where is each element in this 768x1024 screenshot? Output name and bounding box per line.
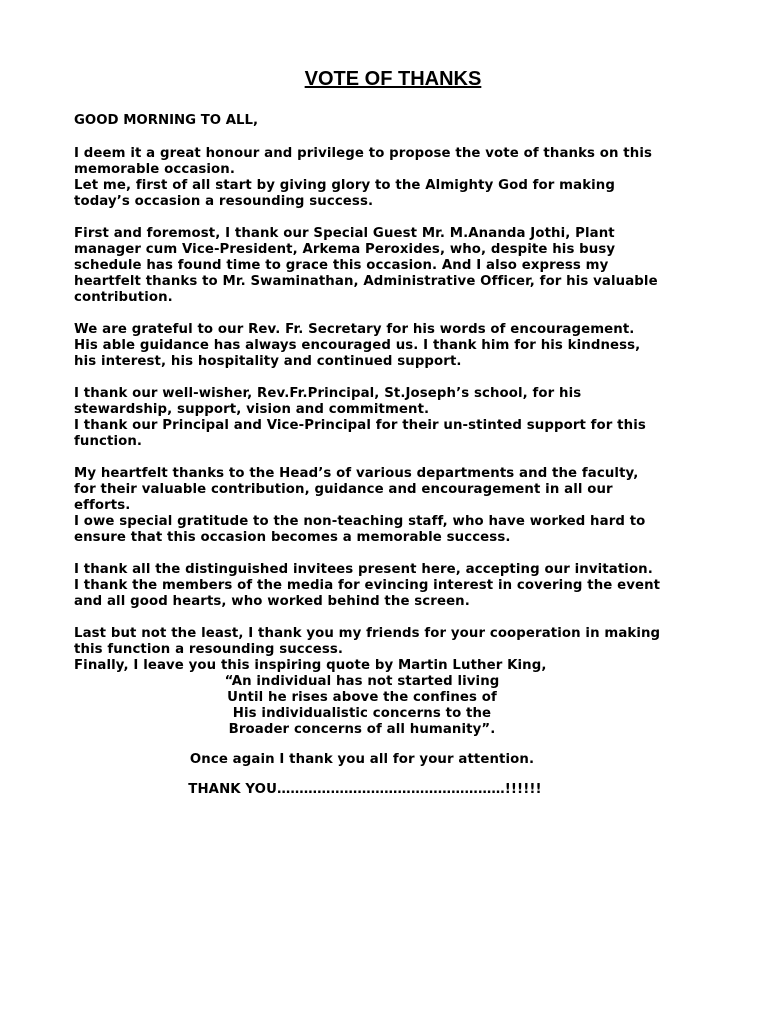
paragraph-line: today’s occasion a resounding success.: [74, 194, 374, 209]
paragraph-line: I thank all the distinguished invitees present here, accepting our invitation.: [74, 562, 653, 577]
paragraph-line: I thank the members of the media for evincing interest in covering the event: [74, 578, 661, 593]
greeting: GOOD MORNING TO ALL,: [74, 113, 259, 128]
paragraph-line: I owe special gratitude to the non-teaching staff, who have worked hard to: [74, 514, 646, 529]
paragraph-line: My heartfelt thanks to the Head’s of various departments and the faculty,: [74, 466, 639, 481]
paragraph-special-guest: [74, 226, 708, 306]
paragraph-line: Finally, I leave you this inspiring quote by Martin Luther King,: [74, 658, 547, 673]
paragraph-friends: [74, 626, 708, 674]
quote-line: His individualistic concerns to the: [232, 706, 492, 721]
paragraph-line: this function a resounding success.: [74, 642, 344, 657]
quote-line: Until he rises above the confines of: [227, 690, 497, 705]
paragraph-line: efforts.: [74, 498, 131, 513]
paragraph-line: ensure that this occasion becomes a memorable success.: [74, 530, 511, 545]
quote-block: [74, 674, 708, 738]
thank-you-line: THANK YOU……………………………………………!!!!!!: [188, 782, 542, 797]
paragraph-line: Last but not the least, I thank you my friends for your cooperation in making: [74, 626, 661, 641]
paragraph-line: stewardship, support, vision and commitment.: [74, 402, 430, 417]
paragraph-line: schedule has found time to grace this occasion. And I also express my: [74, 258, 609, 273]
paragraph-opening: [74, 146, 708, 210]
paragraph-line: contribution.: [74, 290, 173, 305]
paragraph-line: manager cum Vice-President, Arkema Peroxides, who, despite his busy: [74, 242, 616, 257]
paragraph-line: Let me, first of all start by giving glory to the Almighty God for making: [74, 178, 615, 193]
paragraph-faculty-staff: [74, 466, 708, 546]
paragraph-invitees-media: [74, 562, 708, 610]
closing-line: Once again I thank you all for your attention.: [189, 752, 535, 767]
paragraph-line: I deem it a great honour and privilege to propose the vote of thanks on this: [74, 146, 653, 161]
paragraph-line: memorable occasion.: [74, 162, 236, 177]
paragraph-line: I thank our Principal and Vice-Principal for their un-stinted support for this: [74, 418, 646, 433]
paragraph-line: We are grateful to our Rev. Fr. Secretary for his words of encouragement.: [74, 322, 635, 337]
paragraph-principal: [74, 386, 708, 450]
paragraph-line: First and foremost, I thank our Special Guest Mr. M.Ananda Jothi, Plant: [74, 226, 615, 241]
paragraph-line: I thank our well-wisher, Rev.Fr.Principal, St.Joseph’s school, for his: [74, 386, 582, 401]
quote-line: “An individual has not started living: [224, 674, 500, 689]
document-title: VOTE OF THANKS: [304, 68, 482, 90]
paragraph-line: heartfelt thanks to Mr. Swaminathan, Administrative Officer, for his valuable: [74, 274, 658, 289]
paragraph-line: for their valuable contribution, guidance and encouragement in all our: [74, 482, 613, 497]
paragraph-line: and all good hearts, who worked behind the screen.: [74, 594, 470, 609]
paragraph-line: his interest, his hospitality and continued support.: [74, 354, 462, 369]
paragraph-secretary: [74, 322, 708, 370]
paragraph-line: His able guidance has always encouraged us. I thank him for his kindness,: [74, 338, 641, 353]
quote-line: Broader concerns of all humanity”.: [228, 722, 496, 737]
body-paragraphs: [74, 146, 708, 674]
paragraph-line: function.: [74, 434, 143, 449]
